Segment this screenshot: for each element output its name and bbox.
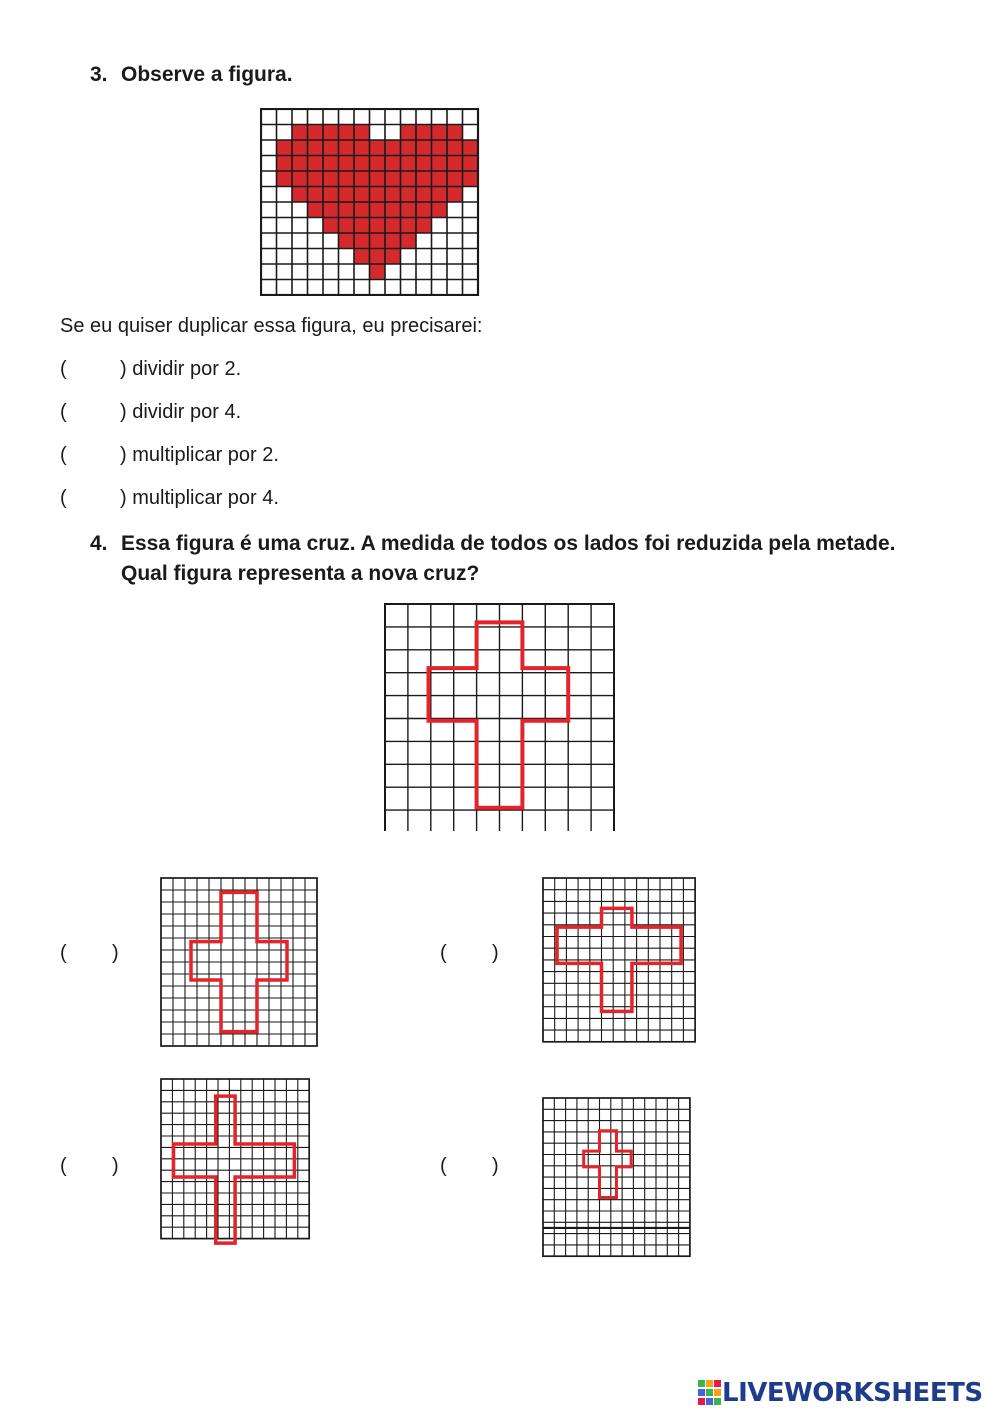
liveworksheets-logo[interactable] (698, 1376, 983, 1410)
question-3-text: Observe a figura. (121, 63, 293, 86)
answer-blank[interactable]: ( (60, 401, 67, 423)
choice-c-cross-grid[interactable] (160, 1078, 310, 1246)
choice-a-blank[interactable] (60, 942, 119, 965)
cross-outline (174, 1096, 295, 1243)
choice-c-blank[interactable] (60, 1155, 119, 1178)
option-label: ) multiplicar por 2. (120, 444, 279, 466)
choice-d-cross-grid[interactable] (542, 1097, 691, 1263)
choice-paren-open: ( (440, 942, 447, 964)
option-multiplicar-por-2[interactable] (60, 444, 279, 467)
grid-lines (385, 604, 614, 831)
grid-lines (161, 878, 317, 1046)
option-dividir-por-4[interactable] (60, 401, 241, 424)
question-4-number: 4. (90, 532, 108, 555)
option-label: ) dividir por 4. (120, 401, 242, 423)
choice-paren-open: ( (60, 1155, 67, 1177)
option-label: ) multiplicar por 4. (120, 487, 279, 509)
grid-lines (543, 878, 695, 1042)
question-4-title (90, 529, 920, 589)
answer-blank[interactable]: ( (60, 444, 67, 466)
liveworksheets-logo-text: LIVEWORKSHEETS (722, 1378, 983, 1408)
original-cross-grid (384, 603, 616, 831)
option-dividir-por-2[interactable] (60, 358, 241, 381)
question-3-prompt: Se eu quiser duplicar essa figura, eu precisarei: (60, 315, 483, 337)
answer-blank[interactable]: ( (60, 487, 67, 509)
cross-outline (584, 1131, 631, 1198)
choice-b-cross-grid[interactable] (542, 877, 696, 1048)
question-3-number: 3. (90, 63, 108, 86)
option-multiplicar-por-4[interactable] (60, 487, 279, 510)
question-4-text: Essa figura é uma cruz. A medida de todos os lados foi reduzida pela metade. Qual figura representa a nova cruz? (121, 532, 896, 585)
choice-paren-close: ) (112, 1155, 119, 1177)
choice-paren-open: ( (60, 942, 67, 964)
choice-paren-close: ) (112, 942, 119, 964)
answer-blank[interactable]: ( (60, 358, 67, 380)
choice-paren-close: ) (492, 942, 499, 964)
option-label: ) dividir por 2. (120, 358, 242, 380)
question-3-title (90, 60, 293, 90)
choice-paren-close: ) (492, 1155, 499, 1177)
choice-b-blank[interactable] (440, 942, 499, 965)
choice-d-blank[interactable] (440, 1155, 499, 1178)
heart-grid-figure (260, 108, 480, 296)
choice-a-cross-grid[interactable] (160, 877, 318, 1051)
liveworksheets-logo-icon (698, 1380, 722, 1406)
choice-paren-open: ( (440, 1155, 447, 1177)
